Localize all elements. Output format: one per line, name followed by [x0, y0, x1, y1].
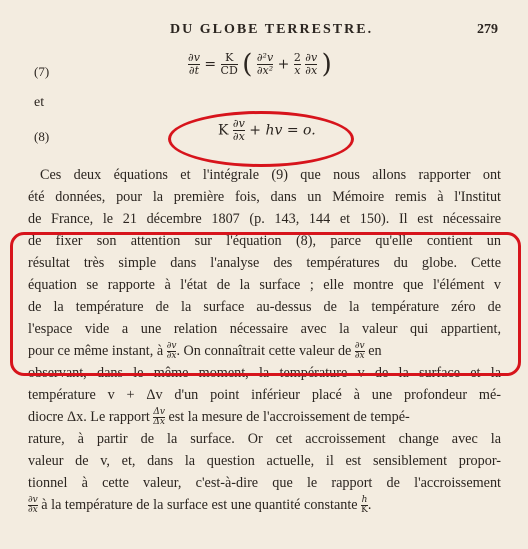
text-line: équation se rapporte à l'état de la surface ; elle montre que l'élément v [28, 277, 501, 293]
text-line: l'espace vide a une relation nécessaire avec la valeur qui appartient, [28, 321, 501, 337]
annotation-box [10, 232, 521, 376]
running-header [0, 22, 528, 42]
text-line-with-fractions: pour ce même instant, à $\frac{\partial v}{\partial x}$ . On connaîtrait cette valeur de $\frac{\partial v}{\partial x}$ en [28, 341, 382, 362]
text-line-with-fraction: diocre Δx. Le rapport $\frac{\Delta v}{\Delta x}$ est la mesure de l'accroissement de tempé- [28, 407, 410, 428]
equation-7-label: (7) [34, 64, 50, 79]
header-title: DU GLOBE TERRESTRE. [170, 22, 374, 37]
text-line: de France, le 21 décembre 1807 (p. 143, 144 et 150). Il est nécessaire [28, 211, 501, 227]
text-line: observant, dans le même moment, la température v de la surface et la [28, 365, 501, 381]
equation-8: K $\frac{\partial v}{\partial x}$ + hv = o. [218, 117, 316, 143]
conjunction-et: et [34, 95, 45, 110]
text-line: rature, à partir de la surface. Or cet accroissement change avec la [28, 431, 501, 447]
text-line-with-fraction: $\frac{\partial v}{\partial x}$ à la température de la surface est une quantité constante $\frac{h}{K}$ . [28, 495, 372, 516]
equation-8-label: (8) [34, 129, 50, 144]
text-line: été données, pour la première fois, dans un Mémoire remis à l'Institut [28, 189, 501, 205]
equation-7: $\frac{\partial v}{\partial t}$ = $\frac{K}{CD}$ ( $\frac{\text{∂²v}}{\text{∂x²}}$ + $\frac{2}{x}$ $\frac{\partial v}{\partial x}$ ) [188, 49, 332, 80]
text-line: tionnel à cette valeur, c'est-à-dire que le rapport de l'accroissement [28, 475, 501, 491]
text-line: Ces deux équations et l'intégrale (9) que nous allons rapporter ont [40, 167, 501, 183]
text-line: résultat très simple dans l'analyse des températures du globe. Cette [28, 255, 501, 271]
page-number: 279 [477, 22, 498, 37]
text-line: température v + Δv d'un point inférieur placé à une profondeur mé- [28, 387, 501, 403]
text-line: de la température de la surface au-dessus de la température zéro de [28, 299, 501, 315]
text-line: valeur de v, et, dans la question actuelle, il est sensiblement propor- [28, 453, 501, 469]
annotation-ellipse [168, 111, 354, 167]
text-line: de fixer son attention sur l'équation (8), parce qu'elle contient un [28, 233, 501, 249]
